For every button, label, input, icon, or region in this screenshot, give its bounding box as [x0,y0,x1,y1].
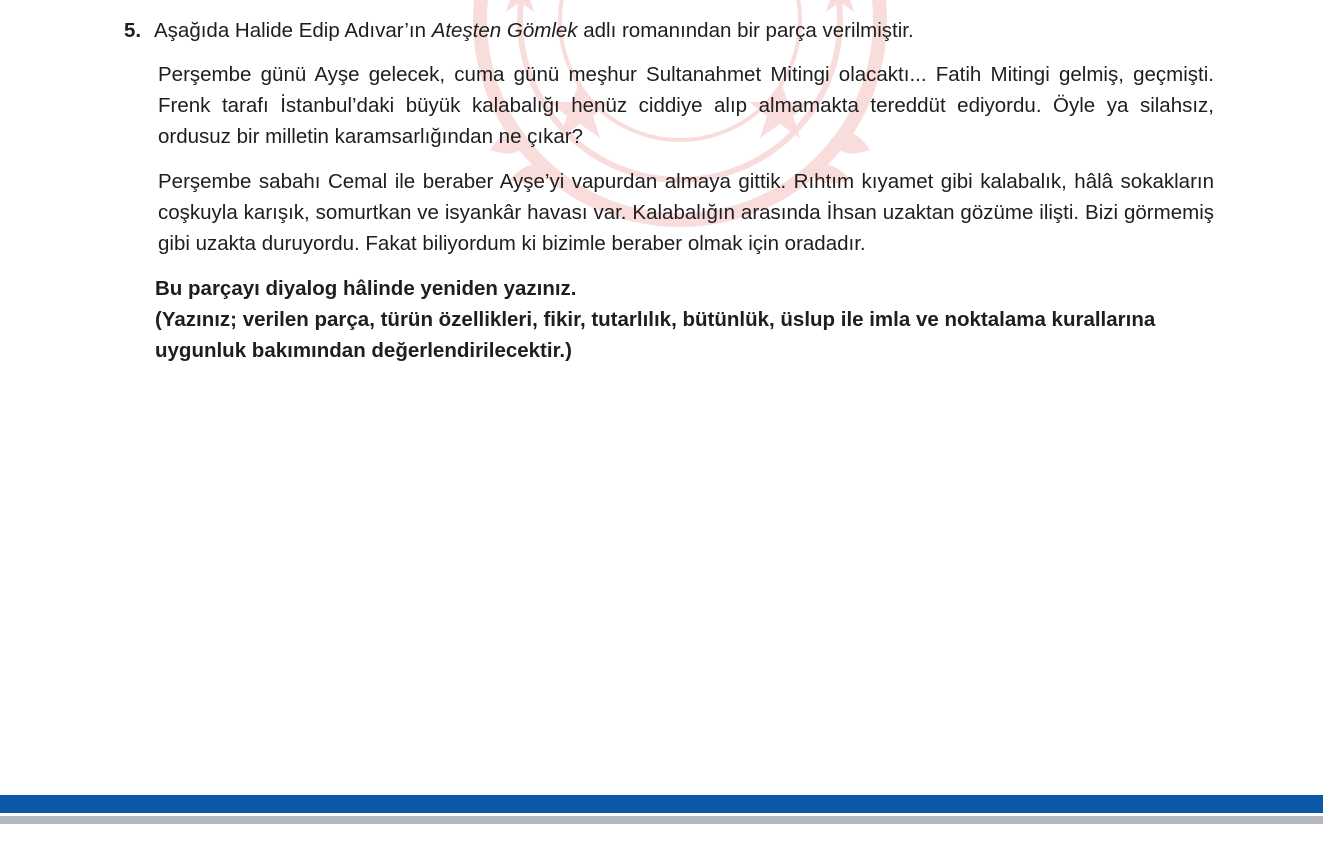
instruction-task: Bu parçayı diyalog hâlinde yeniden yazınız. [155,277,577,300]
instructions [155,273,1214,366]
footer-gray-bar [0,816,1323,824]
question-header [124,15,1214,46]
question-stem-post: adlı romanından bir parça verilmiştir. [577,19,914,42]
question-stem [154,15,914,46]
passage-paragraph-2: Perşembe sabahı Cemal ile beraber Ayşe’yi vapurdan almaya gittik. Rıhtım kıyamet gibi kalabalık, hâlâ sokakların coşkuyla karışık, somurtkan ve isyankâr havası var. Kalabalığın arasında İhsan uzaktan gözüme ilişti. Bizi görmemiş gibi uzakta duruyordu. Fakat biliyordum ki bizimle beraber olmak için oradadır. [158,170,1214,255]
question-stem-pre: Aşağıda Halide Edip Adıvar’ın [154,19,432,42]
question-block [124,15,1214,366]
footer-blue-bar [0,795,1323,813]
passage [158,59,1214,259]
instruction-criteria: (Yazınız; verilen parça, türün özellikleri, fikir, tutarlılık, bütünlük, üslup ile imla ve noktalama kurallarına uygunluk bakımından değerlendirilecektir.) [155,308,1156,362]
novel-title: Ateşten Gömlek [431,19,578,42]
passage-paragraph-1: Perşembe günü Ayşe gelecek, cuma günü meşhur Sultanahmet Mitingi olacaktı... Fatih Mitingi gelmiş, geçmişti. Frenk tarafı İstanbul’daki büyük kalabalığı henüz ciddiye alıp almamakta tereddüt ediyordu. Öyle ya silahsız, ordusuz bir milletin karamsarlığından ne çıkar? [158,63,1214,148]
question-number: 5. [124,19,142,42]
